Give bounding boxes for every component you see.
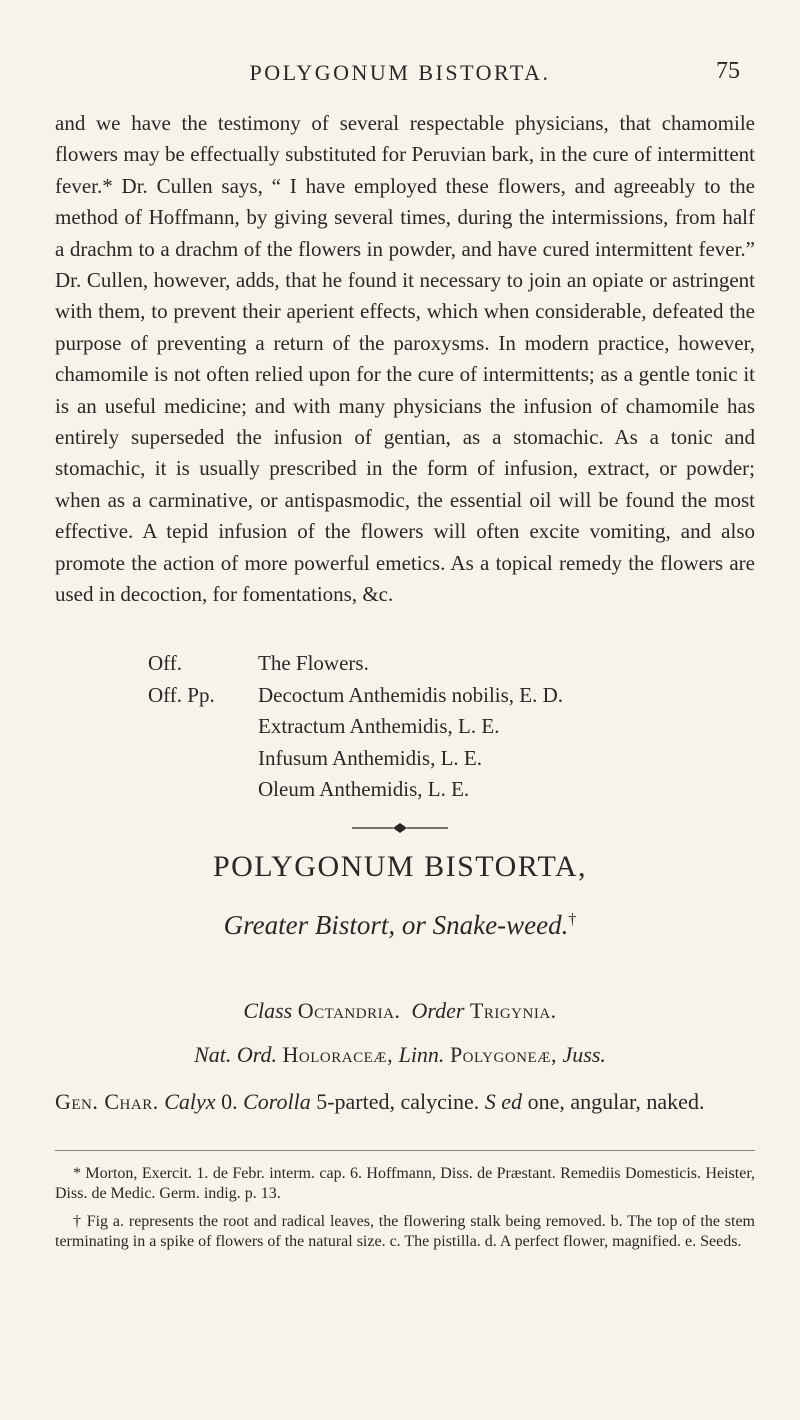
footnote-1: * Morton, Exercit. 1. de Febr. interm. cap. 6. Hoffmann, Diss. de Præstant. Remediis Domesticis. Heister, Diss. de Medic. Germ. indig. p. 13.: [55, 1165, 755, 1202]
common-name: [0, 910, 800, 941]
gen-char-label: Gen. Char.: [55, 1089, 159, 1114]
class-value: Octandria.: [297, 998, 401, 1023]
corolla-label: Corolla: [243, 1089, 311, 1114]
officinal-row: [148, 680, 768, 712]
generic-character: [55, 1086, 755, 1117]
nat-ord-label: Nat. Ord.: [194, 1042, 278, 1067]
running-title: POLYGONUM BISTORTA.: [249, 60, 551, 85]
polygoneae-value: Polygoneæ,: [449, 1042, 557, 1067]
officinal-row: [148, 774, 768, 806]
corolla-value: 5-parted, calycine.: [316, 1089, 480, 1114]
officinal-label: Off.: [148, 651, 183, 675]
linn-label: Linn.: [398, 1042, 445, 1067]
page-number: 75: [716, 58, 740, 84]
officinal-label: [148, 743, 258, 775]
officinal-value: Decoctum Anthemidis nobilis, E. D.: [258, 682, 564, 707]
order-value: Trigynia.: [469, 998, 557, 1023]
officinal-row: [148, 743, 768, 775]
s-label: S: [484, 1089, 496, 1114]
footnote-2: † Fig a. represents the root and radical leaves, the flowering stalk being removed. b. The top of the stem terminating in a spike of flowers of the natural size. c. The pistilla. d. A perfect flower, magnified. e. Seeds.: [55, 1213, 755, 1250]
body-paragraph: and we have the testimony of several respectable physicians, that chamomile flowers may be effectually substituted for Peruvian bark, in the cure of intermittent fever.* Dr. Cullen says, “ I have employed these flowers, and agreeably to the method of Hoffmann, by giving several times, during the intermissions, from half a drachm to a drachm of the flowers in powder, and have cured intermittent fever.” Dr. Cullen, however, adds, that he found it necessary to join an opiate or astringent with them, to prevent their aperient effects, which when considerable, defeated the purpose of preventing a return of the paroxysms. In modern practice, however, chamomile is not often relied upon for the cure of intermittents; as a gentle tonic it is an useful medicine; and with many physicians the infusion of chamomile has entirely superseded the infusion of gentian, as a stomachic. As a tonic and stomachic, it is usually prescribed in the form of infusion, extract, or powder; when as a carminative, or antispasmodic, the essential oil will be found the most effective. A tepid infusion of the flowers will often excite vomiting, and also promote the action of more powerful emetics. As a topical remedy the flowers are used in decoction, for fomentations, &c.: [55, 111, 755, 607]
officinal-value: Infusum Anthemidis, L. E.: [258, 745, 482, 770]
body-text: [55, 108, 755, 611]
officinal-label: Off. Pp.: [148, 682, 215, 707]
seed-value: one, angular, naked.: [527, 1089, 705, 1114]
natural-order: [0, 1042, 800, 1068]
footnote-rule: [55, 1150, 755, 1151]
officinal-row: [148, 711, 768, 743]
officinal-label: [148, 774, 258, 806]
footnotes: [55, 1164, 755, 1260]
classification: [0, 998, 800, 1024]
calyx-value: 0.: [221, 1089, 238, 1114]
footnote-mark: †: [568, 911, 577, 928]
officinal-value: Extractum Anthemidis, L. E.: [258, 714, 500, 738]
section-title: POLYGONUM BISTORTA,: [212, 850, 588, 883]
officinal-value: The Flowers.: [258, 651, 369, 675]
nat-ord-value: Holoraceæ,: [282, 1042, 394, 1067]
common-name-text: Greater Bistort, or Snake-weed.: [223, 910, 569, 940]
section-divider: [352, 822, 448, 834]
officinal-row: [148, 648, 768, 680]
officinal-label: [148, 711, 258, 743]
juss-label: Juss.: [562, 1042, 606, 1067]
ed-label: ed: [501, 1089, 523, 1114]
class-label: Class: [243, 998, 293, 1023]
officinal-value: Oleum Anthemidis, L. E.: [258, 777, 470, 801]
order-label: Order: [411, 998, 465, 1023]
officinal-preparations: [148, 648, 768, 806]
calyx-label: Calyx: [164, 1089, 216, 1114]
running-head: [0, 60, 800, 100]
